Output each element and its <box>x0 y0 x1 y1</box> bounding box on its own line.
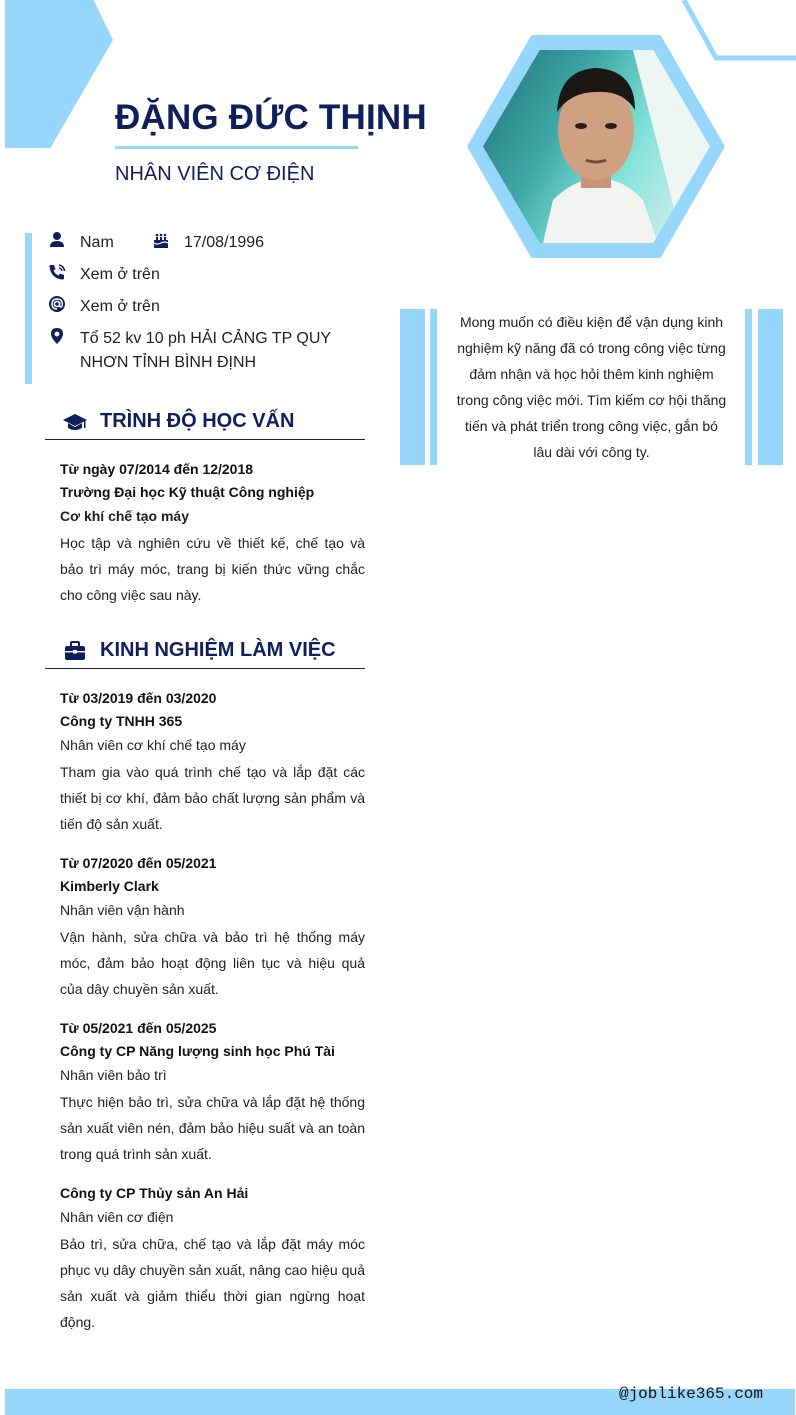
footer-watermark: @joblike365.com <box>618 1385 763 1403</box>
experience-section-header <box>45 633 365 669</box>
experience-role: Nhân viên cơ khí chế tạo máy <box>60 737 246 753</box>
birthdate-value: 17/08/1996 <box>184 234 265 251</box>
job-title: NHÂN VIÊN CƠ ĐIỆN <box>115 163 315 185</box>
objective-accent-bar-right-wide <box>758 309 783 465</box>
education-entry <box>60 458 365 608</box>
briefcase-icon <box>63 640 87 662</box>
experience-entry <box>60 1182 365 1335</box>
candidate-name: ĐẶNG ĐỨC THỊNH <box>115 98 427 137</box>
map-pin-icon <box>48 327 66 345</box>
education-period: Từ ngày 07/2014 đến 12/2018 <box>60 461 254 477</box>
contact-email <box>48 295 160 319</box>
experience-entry <box>60 852 365 1002</box>
objective-accent-bar-left-thin <box>430 309 437 465</box>
address-value: Tổ 52 kv 10 ph HẢI CẢNG TP QUY NHƠN TỈNH BÌNH ĐỊNH <box>80 330 331 371</box>
experience-entry <box>60 687 365 837</box>
career-objective: Mong muốn có điều kiện để vận dụng kinh nghiệm kỹ năng đã có trong công việc từng đảm nhận và học hỏi thêm kinh nghiệm trong công việc mới. Tìm kiếm cơ hội thăng tiến và phát triển trong công việc, gắn bó lâu dài với công ty. <box>456 314 727 460</box>
experience-description: Bảo trì, sửa chữa, chế tạo và lắp đặt máy móc phục vụ dây chuyền sản xuất, nâng cao hiệu quả sản xuất và giảm thiểu thời gian ngừng hoạt động. <box>60 1236 365 1330</box>
experience-role: Nhân viên cơ điện <box>60 1209 174 1225</box>
contact-birthdate <box>152 231 264 255</box>
contact-accent-bar <box>25 233 32 384</box>
experience-role: Nhân viên vận hành <box>60 902 185 918</box>
email-value: Xem ở trên <box>80 298 160 315</box>
education-major: Cơ khí chế tạo máy <box>60 508 189 524</box>
experience-period: Từ 05/2021 đến 05/2025 <box>60 1020 217 1036</box>
education-description: Học tập và nghiên cứu về thiết kế, chế tạo và bảo trì máy móc, trang bị kiến thức vững chắc cho công việc sau này. <box>60 535 365 603</box>
user-icon <box>48 231 66 249</box>
experience-company: Kimberly Clark <box>60 878 159 894</box>
name-underline <box>115 146 358 149</box>
experience-company: Công ty CP Thủy sản An Hải <box>60 1185 249 1201</box>
experience-description: Tham gia vào quá trình chế tạo và lắp đặt các thiết bị cơ khí, đảm bảo chất lượng sản phẩm và tiến độ sản xuất. <box>60 764 365 832</box>
education-school: Trường Đại học Kỹ thuật Công nghiệp <box>60 484 315 500</box>
experience-company: Công ty TNHH 365 <box>60 713 183 729</box>
decorative-corner-lines <box>680 0 796 62</box>
experience-description: Vận hành, sửa chữa và bảo trì hệ thống máy móc, đảm bảo hoạt động liên tục và hiệu quả của dây chuyền sản xuất. <box>60 929 365 997</box>
education-heading: TRÌNH ĐỘ HỌC VẤN <box>100 410 295 432</box>
experience-period: Từ 07/2020 đến 05/2021 <box>60 855 217 871</box>
contact-address <box>48 327 378 375</box>
phone-value: Xem ở trên <box>80 266 160 283</box>
decorative-corner-shape <box>5 0 113 148</box>
objective-accent-bar-left-wide <box>400 309 425 465</box>
experience-company: Công ty CP Năng lượng sinh học Phú Tài <box>60 1043 335 1059</box>
experience-role: Nhân viên bảo trì <box>60 1067 167 1083</box>
contact-gender <box>48 231 114 255</box>
experience-heading: KINH NGHIỆM LÀM VIỆC <box>100 639 336 661</box>
graduation-cap-icon <box>63 411 87 433</box>
phone-icon <box>48 263 66 281</box>
experience-description: Thực hiện bảo trì, sửa chữa và lắp đặt hệ thống sản xuất viên nén, đảm bảo hiệu suất và an toàn trong quá trình sản xuất. <box>60 1094 365 1162</box>
cake-icon <box>152 231 170 249</box>
experience-period: Từ 03/2019 đến 03/2020 <box>60 690 217 706</box>
objective-accent-bar-right-thin <box>745 309 752 465</box>
at-sign-icon <box>48 295 66 313</box>
gender-value: Nam <box>80 234 114 251</box>
experience-entry <box>60 1017 365 1167</box>
contact-phone <box>48 263 160 287</box>
education-section-header <box>45 404 365 440</box>
